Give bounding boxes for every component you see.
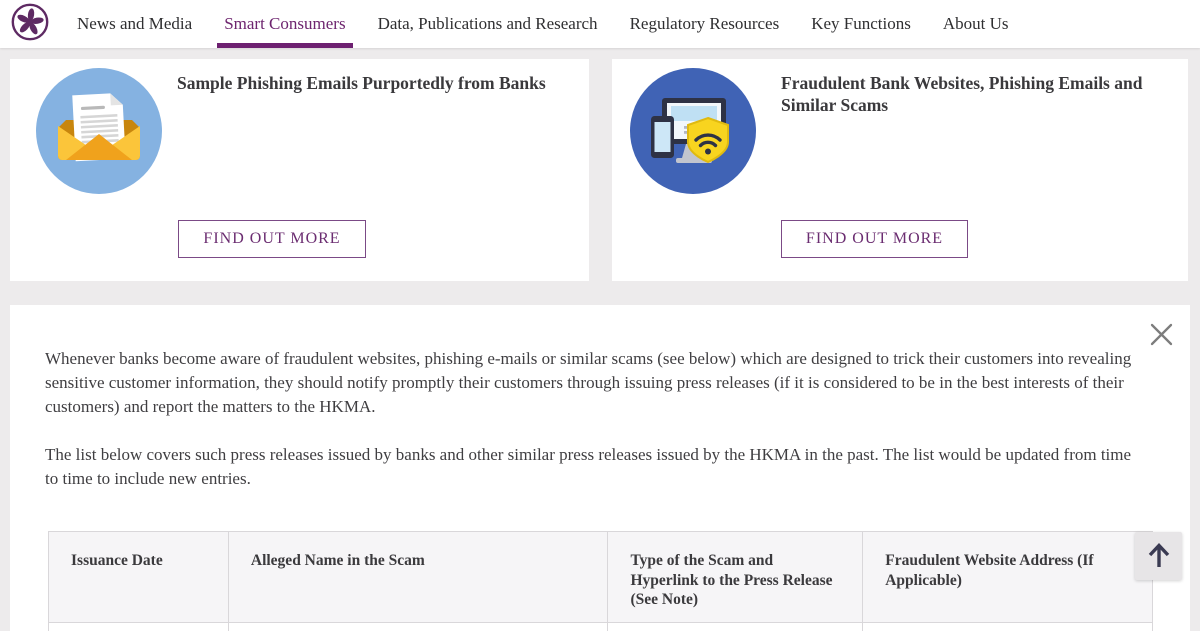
devices-shield-wifi-icon	[630, 68, 756, 194]
column-header-scam-type-hyperlink: Type of the Scam and Hyperlink to the Press Release (See Note)	[608, 532, 863, 623]
close-panel-button[interactable]	[1147, 322, 1175, 350]
find-out-more-button-phishing-emails[interactable]: FIND OUT MORE	[178, 220, 366, 258]
card-sample-phishing-emails	[10, 59, 589, 281]
card-title: Fraudulent Bank Websites, Phishing Emails and Similar Scams	[781, 73, 1143, 115]
scroll-to-top-button[interactable]	[1135, 532, 1182, 580]
up-arrow-icon	[1146, 540, 1172, 573]
press-releases-table	[48, 531, 1153, 631]
nav-item-data-publications-research[interactable]: Data, Publications and Research	[377, 14, 598, 33]
close-icon	[1148, 321, 1175, 351]
panel-paragraph-2: The list below covers such press releases issued by banks and other similar press releases issued by the HKMA in the past. The list would be updated from time to time to include new entries.	[45, 445, 1132, 488]
table-header-row	[49, 532, 1153, 623]
fraudulent-websites-info-panel	[10, 305, 1190, 631]
open-envelope-letter-icon	[36, 68, 162, 194]
bauhinia-flower-icon	[10, 2, 50, 47]
nav-item-key-functions[interactable]: Key Functions	[811, 14, 911, 33]
panel-paragraph-1: Whenever banks become aware of fraudulent websites, phishing e-mails or similar scams (see below) which are designed to trick their customers into revealing sensitive customer information, they should notify promptly their customers through issuing press releases (if it is considered to be in the best interests of their customers) and report the matters to the HKMA.	[45, 349, 1132, 416]
column-header-alleged-name: Alleged Name in the Scam	[228, 532, 608, 623]
table-cell	[608, 622, 863, 631]
column-header-issuance-date: Issuance Date	[49, 532, 229, 623]
card-title: Sample Phishing Emails Purportedly from Banks	[177, 73, 546, 93]
card-fraudulent-bank-websites	[612, 59, 1188, 281]
nav-item-news-and-media[interactable]: News and Media	[77, 14, 193, 33]
table-row	[49, 622, 1153, 631]
hkma-logo[interactable]	[10, 4, 50, 44]
nav-item-smart-consumers[interactable]: Smart Consumers	[217, 0, 352, 48]
main-menu	[70, 0, 1034, 48]
table-cell	[863, 622, 1153, 631]
top-navigation-bar	[0, 0, 1200, 48]
column-header-fraudulent-website-address: Fraudulent Website Address (If Applicable)	[863, 532, 1153, 623]
nav-item-regulatory-resources[interactable]: Regulatory Resources	[629, 14, 780, 33]
panel-description	[45, 347, 1135, 515]
nav-item-about-us[interactable]: About Us	[942, 14, 1009, 33]
table-cell	[49, 622, 229, 631]
table-cell	[228, 622, 608, 631]
find-out-more-button-fraudulent-websites[interactable]: FIND OUT MORE	[781, 220, 968, 258]
